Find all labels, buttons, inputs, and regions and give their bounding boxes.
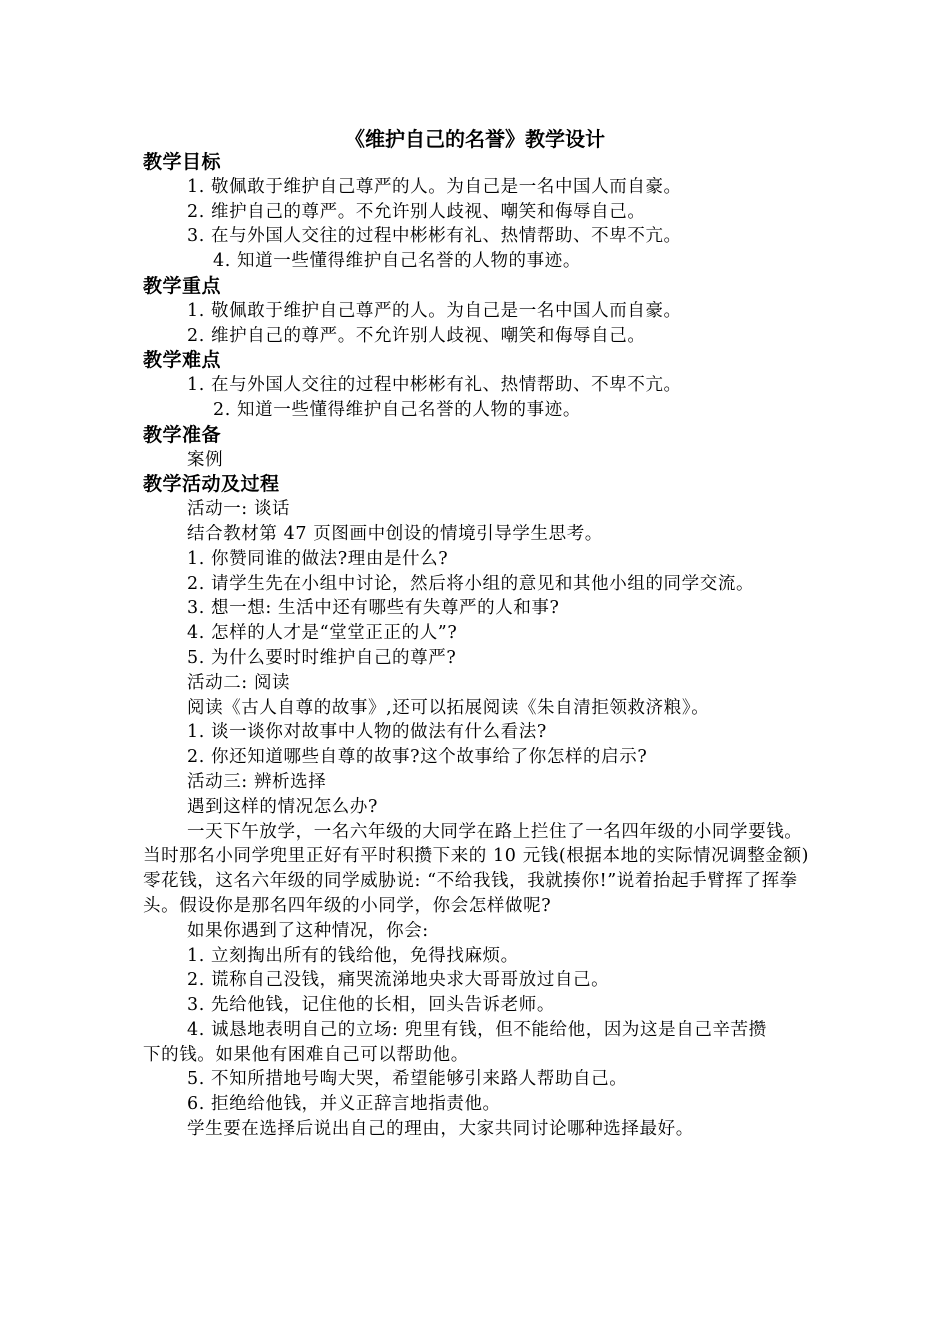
key-point-item: 2. 维护自己的尊严。不允许别人歧视、嘲笑和侮辱自己。 bbox=[187, 325, 646, 346]
activity3-question: 遇到这样的情况怎么办? bbox=[187, 796, 378, 817]
activity2-intro: 阅读《古人自尊的故事》,还可以拓展阅读《朱自清拒领救济粮》。 bbox=[187, 697, 710, 718]
story-paragraph: 一天下午放学，一名六年级的大同学在路上拦住了一名四年级的小同学要钱。当时那名小同学兜里正好有平时积攒下来的 10 元钱(根据本地的实际情况调整金额)零花钱，这名六年级的同学威胁说: “不给我钱，我就揍你!”说着抬起手臂挥了挥拳头。假设你是那名四年级的小同学，你会怎样做呢? bbox=[143, 821, 810, 916]
activity2-question: 1. 谈一谈你对故事中人物的做法有什么看法? bbox=[187, 722, 547, 743]
option-item: 2. 谎称自己没钱，痛哭流涕地央求大哥哥放过自己。 bbox=[187, 970, 610, 991]
difficulty-item: 1. 在与外国人交往的过程中彬彬有礼、热情帮助、不卑不亢。 bbox=[187, 375, 682, 396]
activity1-question: 5. 为什么要时时维护自己的尊严? bbox=[187, 647, 457, 668]
option-item: 1. 立刻掏出所有的钱给他，免得找麻烦。 bbox=[187, 945, 519, 966]
activity1-question: 2. 请学生先在小组中讨论，然后将小组的意见和其他小组的同学交流。 bbox=[187, 573, 755, 594]
activity1-question: 4. 怎样的人才是“堂堂正正的人”? bbox=[187, 623, 458, 644]
document-title: 《维护自己的名誉》教学设计 bbox=[345, 127, 605, 151]
option-item: 4. 诚恳地表明自己的立场: 兜里有钱，但不能给他，因为这是自己辛苦攒 bbox=[187, 1019, 767, 1040]
activity1-intro: 结合教材第 47 页图画中创设的情境引导学生思考。 bbox=[187, 523, 603, 544]
option-item-continued: 下的钱。如果他有困难自己可以帮助他。 bbox=[143, 1044, 469, 1065]
activity1-question: 1. 你赞同谁的做法?理由是什么? bbox=[187, 548, 449, 569]
goal-item: 1. 敬佩敢于维护自己尊严的人。为自己是一名中国人而自豪。 bbox=[187, 176, 682, 197]
activity1-title: 活动一: 谈话 bbox=[187, 499, 291, 520]
goal-item: 2. 维护自己的尊严。不允许别人歧视、嘲笑和侮辱自己。 bbox=[187, 201, 646, 222]
options-prompt: 如果你遇到了这种情况，你会: bbox=[187, 920, 429, 941]
difficulties-heading: 教学难点 bbox=[143, 349, 222, 372]
preparation-heading: 教学准备 bbox=[143, 423, 222, 446]
document-body bbox=[143, 150, 811, 1142]
preparation-text: 案例 bbox=[187, 449, 224, 470]
goal-item: 4. 知道一些懂得维护自己名誉的人物的事迹。 bbox=[213, 251, 581, 272]
option-item: 5. 不知所措地号啕大哭，希望能够引来路人帮助自己。 bbox=[187, 1069, 628, 1090]
activity1-question: 3. 想一想: 生活中还有哪些有失尊严的人和事? bbox=[187, 598, 560, 619]
key-points-heading: 教学重点 bbox=[143, 274, 222, 297]
activity3-title: 活动三: 辨析选择 bbox=[187, 771, 327, 792]
key-point-item: 1. 敬佩敢于维护自己尊严的人。为自己是一名中国人而自豪。 bbox=[187, 300, 682, 321]
option-item: 3. 先给他钱，记住他的长相，回头告诉老师。 bbox=[187, 995, 555, 1016]
goals-heading: 教学目标 bbox=[143, 151, 222, 173]
activity2-question: 2. 你还知道哪些自尊的故事?这个故事给了你怎样的启示? bbox=[187, 747, 648, 768]
difficulty-item: 2. 知道一些懂得维护自己名誉的人物的事迹。 bbox=[213, 399, 581, 420]
closing-text: 学生要在选择后说出自己的理由，大家共同讨论哪种选择最好。 bbox=[187, 1119, 694, 1140]
activity2-title: 活动二: 阅读 bbox=[187, 672, 291, 693]
process-heading: 教学活动及过程 bbox=[143, 473, 280, 496]
goal-item: 3. 在与外国人交往的过程中彬彬有礼、热情帮助、不卑不亢。 bbox=[187, 226, 682, 247]
option-item: 6. 拒绝给他钱，并义正辞言地指责他。 bbox=[187, 1094, 501, 1115]
